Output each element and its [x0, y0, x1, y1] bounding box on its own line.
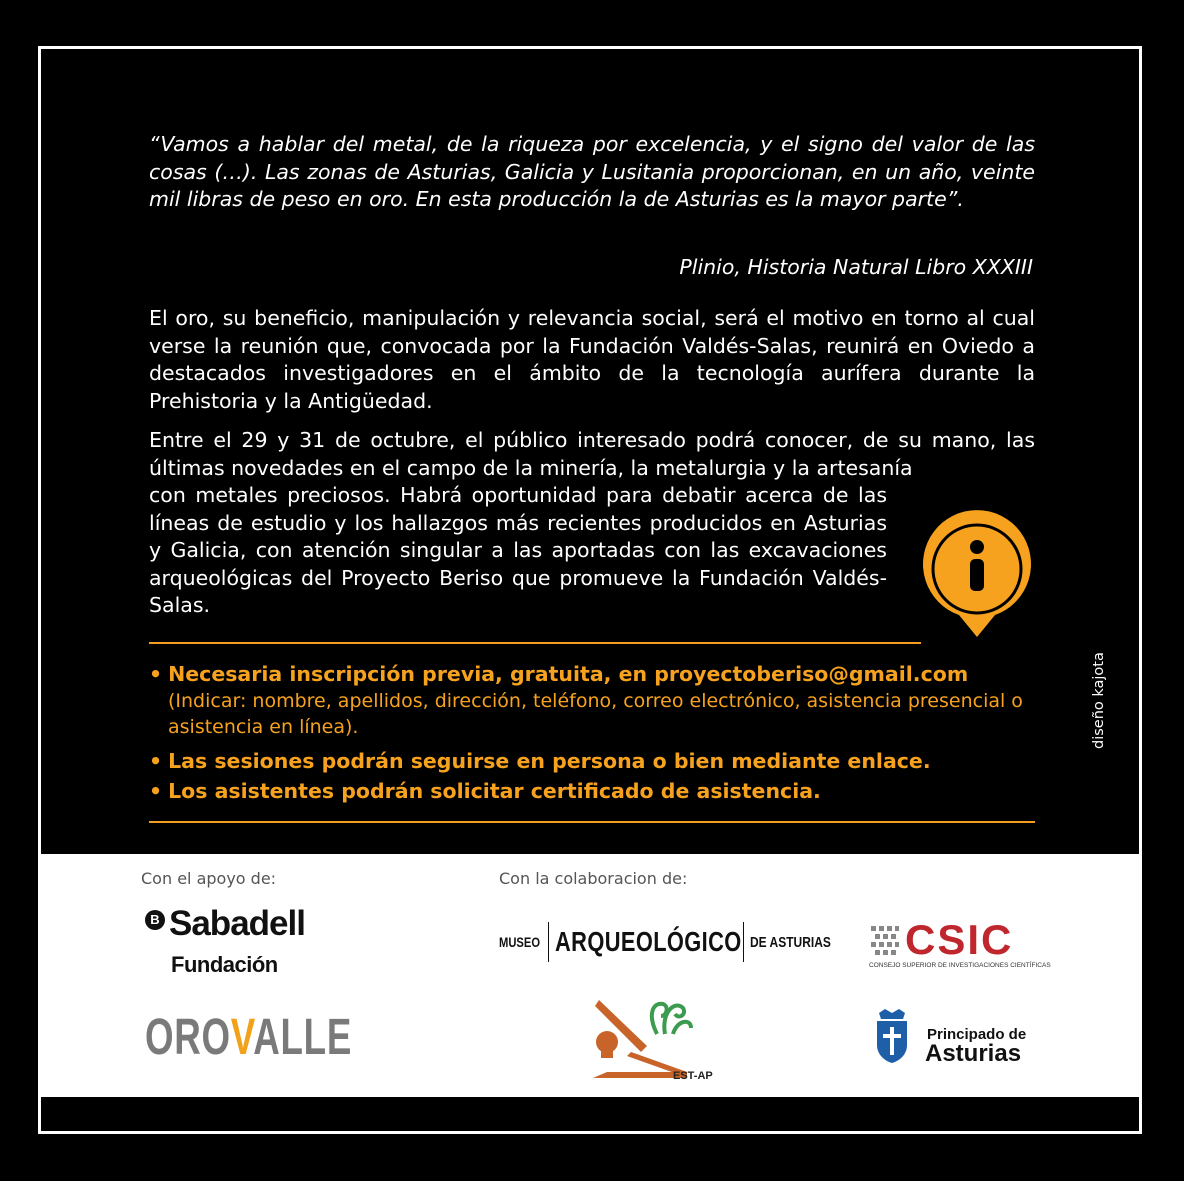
asturias-crest-icon	[873, 1007, 911, 1065]
list-item: • Las sesiones podrán seguirse en persona o bien mediante enlace.	[149, 749, 931, 773]
divider-top	[149, 642, 921, 644]
asturias-name: Asturias	[925, 1040, 1022, 1067]
event-paragraph-lead: Entre el 29 y 31 de octubre, el público interesado podrá conocer, de su mano, las últimas novedades en el campo de la minería, la metalurgia y la artesanía	[149, 428, 1035, 480]
design-credit: diseño kajota	[1091, 652, 1107, 749]
sabadell-fundacion: Fundación	[171, 952, 278, 977]
csic-logo: CSIC	[905, 916, 1014, 963]
intro-paragraph: El oro, su beneficio, manipulación y relevancia social, será el motivo en torno al cual verse la reunión que, convocada por la Fundación Valdés-Salas, reunirá en Oviedo a destacados investigadores en el ámbito de la tecnología aurífera durante la Prehistoria y la Antigüedad.	[149, 306, 1035, 413]
list-item: • Los asistentes podrán solicitar certificado de asistencia.	[149, 779, 821, 803]
sabadell-logo-mark: B	[145, 910, 165, 930]
info-icon	[917, 509, 1037, 649]
registration-email-line: Necesaria inscripción previa, gratuita, en proyectoberiso@gmail.com	[168, 662, 969, 686]
csic-emblem-icon	[869, 924, 901, 960]
bottom-bar	[41, 1097, 1139, 1131]
event-paragraph-rest: con metales preciosos. Habrá oportunidad para debatir acerca de las líneas de estudio y los hallazgos más recientes producidos en Asturias y Galicia, con atención singular a las aportadas con las excavaciones arqueológicas del Proyecto Beriso que promueve la Fundación Valdés-Salas.	[149, 483, 887, 617]
quote-source: Plinio, Historia Natural Libro XXXIII	[679, 255, 1033, 279]
poster-frame	[38, 46, 1142, 1134]
certificate-line: Los asistentes podrán solicitar certificado de asistencia.	[168, 779, 821, 803]
pliny-quote: “Vamos a hablar del metal, de la riqueza por excelencia, y el signo del valor de las cosas (…). Las zonas de Asturias, Galicia y Lusitania proporcionan, en un año, veinte mil libras de peso en oro. En esta producción la de Asturias es la mayor parte”.	[149, 132, 1035, 211]
sessions-line: Las sesiones podrán seguirse en persona o bien mediante enlace.	[168, 749, 931, 773]
registration-notes	[149, 659, 1049, 806]
sabadell-logo: Sabadell	[169, 904, 305, 943]
estap-label: EST-AP	[673, 1070, 713, 1082]
asturias-principado: Principado de	[927, 1026, 1027, 1043]
collaboration-label: Con la colaboracion de:	[499, 869, 688, 888]
orovalle-logo: OROVALLE	[145, 1008, 353, 1065]
list-item: • Necesaria inscripción previa, gratuita, en proyectoberiso@gmail.com	[149, 662, 969, 686]
csic-subtitle: CONSEJO SUPERIOR DE INVESTIGACIONES CIENTÍFICAS	[869, 962, 1051, 969]
support-label: Con el apoyo de:	[141, 869, 277, 888]
museo-arqueologico-logo: MUSEO ARQUEOLÓGICO DE ASTURIAS	[499, 922, 851, 966]
registration-note: (Indicar: nombre, apellidos, dirección, teléfono, correo electrónico, asistencia presencial o asistencia en línea).	[168, 690, 1023, 738]
divider-bottom	[149, 821, 1035, 823]
sponsors-panel	[41, 854, 1139, 1097]
